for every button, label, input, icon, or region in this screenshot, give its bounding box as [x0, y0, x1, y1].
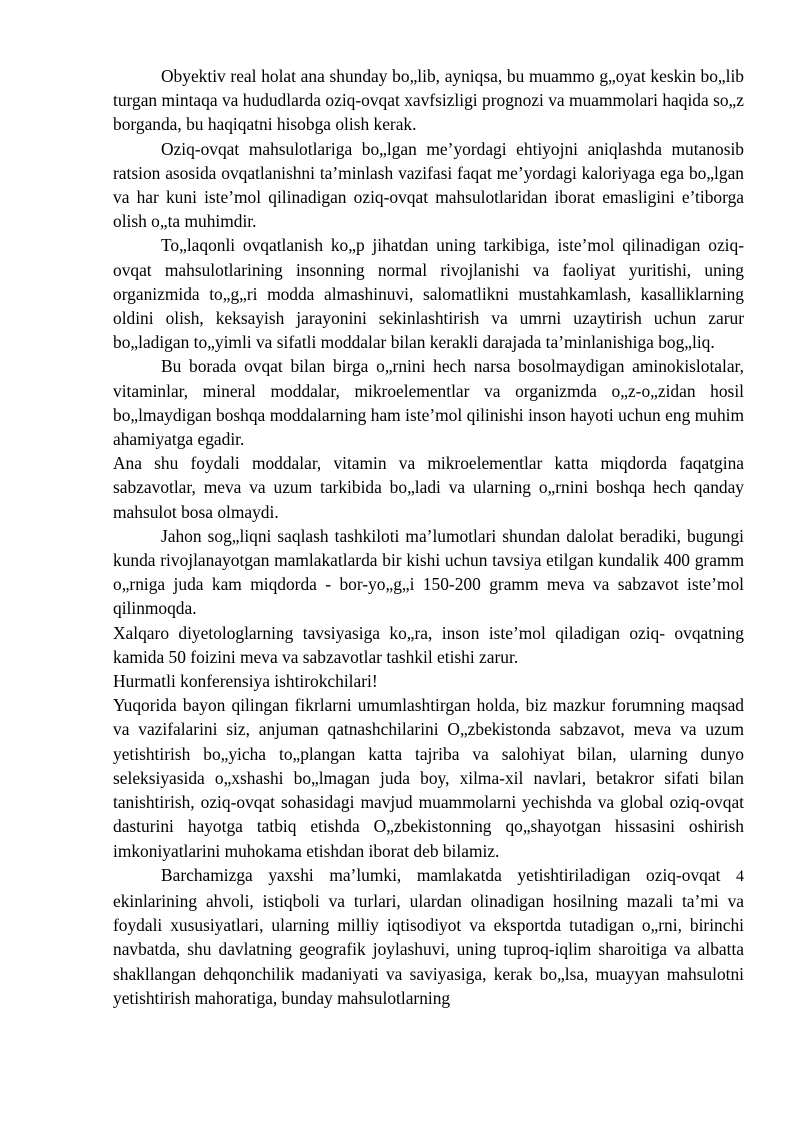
paragraph-1: Obyektiv real holat ana shunday bo„lib, ayniqsa, bu muammo g„oyat keskin bo„lib turgan mintaqa va hududlarda oziq-ovqat xavfsizligi prognozi va muammolari haqida so„z borganda, bu haqiqatni hisobga olish kerak. [113, 66, 744, 135]
page-number: 4 [736, 867, 744, 885]
paragraph-8: Hurmatli konferensiya ishtirokchilari! [113, 671, 378, 692]
paragraph-7: Xalqaro diyetologlarning tavsiyasiga ko„ra, inson iste’mol qiladigan oziq- ovqatning kamida 50 foizini meva va sabzavotlar tashkil etishi zarur. [113, 622, 744, 667]
paragraph-4: Bu borada ovqat bilan birga o„rnini hech narsa bosolmaydigan aminokislotalar, vitaminlar, mineral moddalar, mikroelementlar va organizmda o„z-o„zidan hosil bo„lmaydigan boshqa moddalarning ham iste’mol qilinishi inson hayoti uchun eng muhim ahamiyatga egadir. [113, 356, 744, 450]
paragraph-5: Ana shu foydali moddalar, vitamin va mikroelementlar katta miqdorda faqatgina sabzavotlar, meva va uzum tarkibida bo„ladi va ularning o„rnini boshqa hech qanday mahsulot bosa olmaydi. [113, 453, 744, 522]
paragraph-10 [113, 863, 744, 1010]
paragraph-10-start: Barchamizga yaxshi ma’lumki, mamlakatda yetishtiriladigan oziq-ovqat [161, 864, 736, 885]
paragraph-6: Jahon sog„liqni saqlash tashkiloti ma’lumotlari shundan dalolat beradiki, bugungi kunda rivojlanayotgan mamlakatlarda bir kishi uchun tavsiya etilgan kundalik 400 gramm o„rniga juda kam miqdorda - bor-yo„g„i 150-200 gramm meva va sabzavot iste’mol qilinmoqda. [113, 525, 744, 619]
paragraph-9: Yuqorida bayon qilingan fikrlarni umumlashtirgan holda, biz mazkur forumning maqsad va vazifalarini siz, anjuman qatnashchilarini O„zbekistonda sabzavot, meva va uzum yetishtirish bo„yicha to„plangan katta tajriba va salohiyat bilan, ularning dunyo seleksiyasida o„xshashi bo„lmagan juda boy, xilma-xil navlari, betakror sifati bilan tanishtirish, oziq-ovqat sohasidagi mavjud muammolarni yechishda va global oziq-ovqat dasturini hayotga tatbiq etishda O„zbekistonning qo„shayotgan hissasini oshirish imkoniyatlarini muhokama etishdan iborat deb bilamiz. [113, 695, 744, 861]
paragraph-2: Oziq-ovqat mahsulotlariga bo„lgan me’yordagi ehtiyojni aniqlashda mutanosib ratsion asosida ovqatlanishni ta’minlash vazifasi faqat me’yordagi kaloriyaga ega bo„lgan va har kuni iste’mol qilinadigan oziq-ovqat mahsulotlaridan iborat emasligini e’tiborga olish o„ta muhimdir. [113, 138, 744, 232]
paragraph-3: To„laqonli ovqatlanish ko„p jihatdan uning tarkibiga, iste’mol qilinadigan oziq-ovqat mahsulotlarining insonning normal rivojlanishi va faoliyat yuritishi, uning organizmida to„g„ri modda almashinuvi, salomatlikni mustahkamlash, kasalliklarning oldini olish, keksayish jarayonini sekinlashtirish va umrni uzaytirish uchun zarur bo„ladigan to„yimli va sifatli moddalar bilan kerakli darajada ta’minlanishiga bog„liq. [113, 235, 744, 353]
paragraph-10-rest: ekinlarining ahvoli, istiqboli va turlari, ulardan olinadigan hosilning mazali ta’mi va foydali xususiyatlari, ularning milliy iqtisodiyot va eksportda tutadigan o„rni, birinchi navbatda, shu davlatning geografik joylashuvi, uning tuproq-iqlim sharoitiga va albatta shakllangan dehqonchilik madaniyati va saviyasiga, kerak bo„lsa, muayyan mahsulotni yetishtirish mahoratiga, bunday mahsulotlarning [113, 890, 744, 1008]
